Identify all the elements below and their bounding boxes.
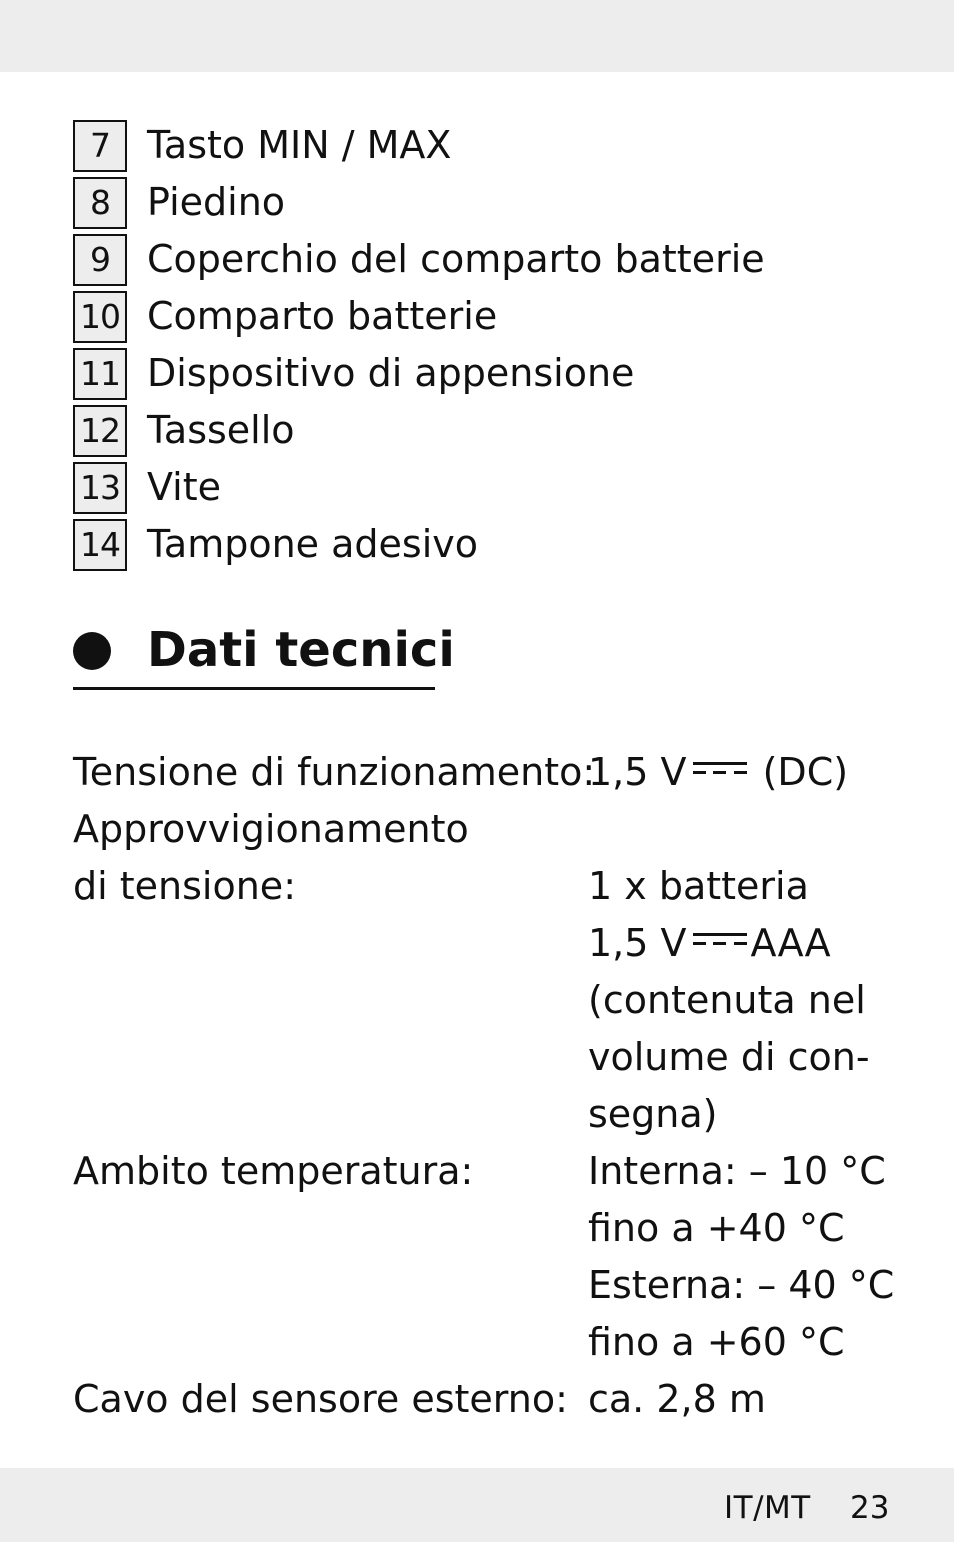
list-item — [73, 402, 765, 459]
spec-value-supply-line1: 1 x batteria — [588, 864, 809, 908]
list-item — [73, 288, 765, 345]
spec-value-supply-line5: segna) — [588, 1092, 718, 1136]
spec-value-temp-line3: Esterna: – 40 °C — [588, 1263, 895, 1307]
part-number-box: 8 — [73, 177, 127, 229]
battery-type: AAA — [750, 921, 831, 965]
part-number-box: 10 — [73, 291, 127, 343]
part-number-box: 11 — [73, 348, 127, 400]
list-item — [73, 516, 765, 573]
part-label: Vite — [147, 465, 221, 509]
spec-label-supply-line1: Approvvigionamento — [73, 807, 469, 851]
part-number-box: 9 — [73, 234, 127, 286]
list-item — [73, 345, 765, 402]
voltage-value-number: 1,5 V — [588, 750, 687, 794]
list-item — [73, 117, 765, 174]
part-label: Piedino — [147, 180, 286, 224]
list-item — [73, 459, 765, 516]
voltage-value-type: (DC) — [762, 750, 849, 794]
spec-value-supply-line3: (contenuta nel — [588, 978, 866, 1022]
part-label: Dispositivo di appensione — [147, 351, 635, 395]
part-number-box: 13 — [73, 462, 127, 514]
bullet-icon — [73, 632, 111, 670]
spec-value-temp-line1: Interna: – 10 °C — [588, 1149, 886, 1193]
spec-label-voltage: Tensione di funzionamento: — [73, 750, 596, 794]
part-label: Tampone adesivo — [147, 522, 479, 566]
footer-language-code: IT/MT — [724, 1490, 811, 1526]
part-label: Tassello — [147, 408, 295, 452]
spec-label-cable: Cavo del sensore esterno: — [73, 1377, 568, 1421]
spec-value-cable: ca. 2,8 m — [588, 1377, 766, 1421]
part-number-box: 12 — [73, 405, 127, 457]
spec-value-supply-line4: volume di con- — [588, 1035, 870, 1079]
spec-value-temp-line4: fino a +60 °C — [588, 1320, 845, 1364]
top-band — [0, 0, 954, 72]
spec-value-voltage — [588, 744, 848, 801]
page-number: 23 — [850, 1490, 890, 1526]
part-label: Coperchio del comparto batterie — [147, 237, 765, 281]
section-heading — [73, 622, 455, 690]
parts-list — [73, 117, 765, 573]
section-title: Dati tecnici — [147, 622, 455, 678]
spec-value-supply-line2 — [588, 915, 831, 972]
list-item — [73, 231, 765, 288]
dc-current-icon — [693, 933, 747, 947]
dc-current-icon — [693, 762, 747, 776]
battery-voltage: 1,5 V — [588, 921, 687, 965]
part-label: Comparto batterie — [147, 294, 498, 338]
part-number-box: 14 — [73, 519, 127, 571]
part-number-box: 7 — [73, 120, 127, 172]
list-item — [73, 174, 765, 231]
spec-value-temp-line2: fino a +40 °C — [588, 1206, 845, 1250]
part-label: Tasto MIN / MAX — [147, 123, 452, 167]
spec-label-supply-line2: di tensione: — [73, 864, 296, 908]
spec-label-temperature: Ambito temperatura: — [73, 1149, 474, 1193]
